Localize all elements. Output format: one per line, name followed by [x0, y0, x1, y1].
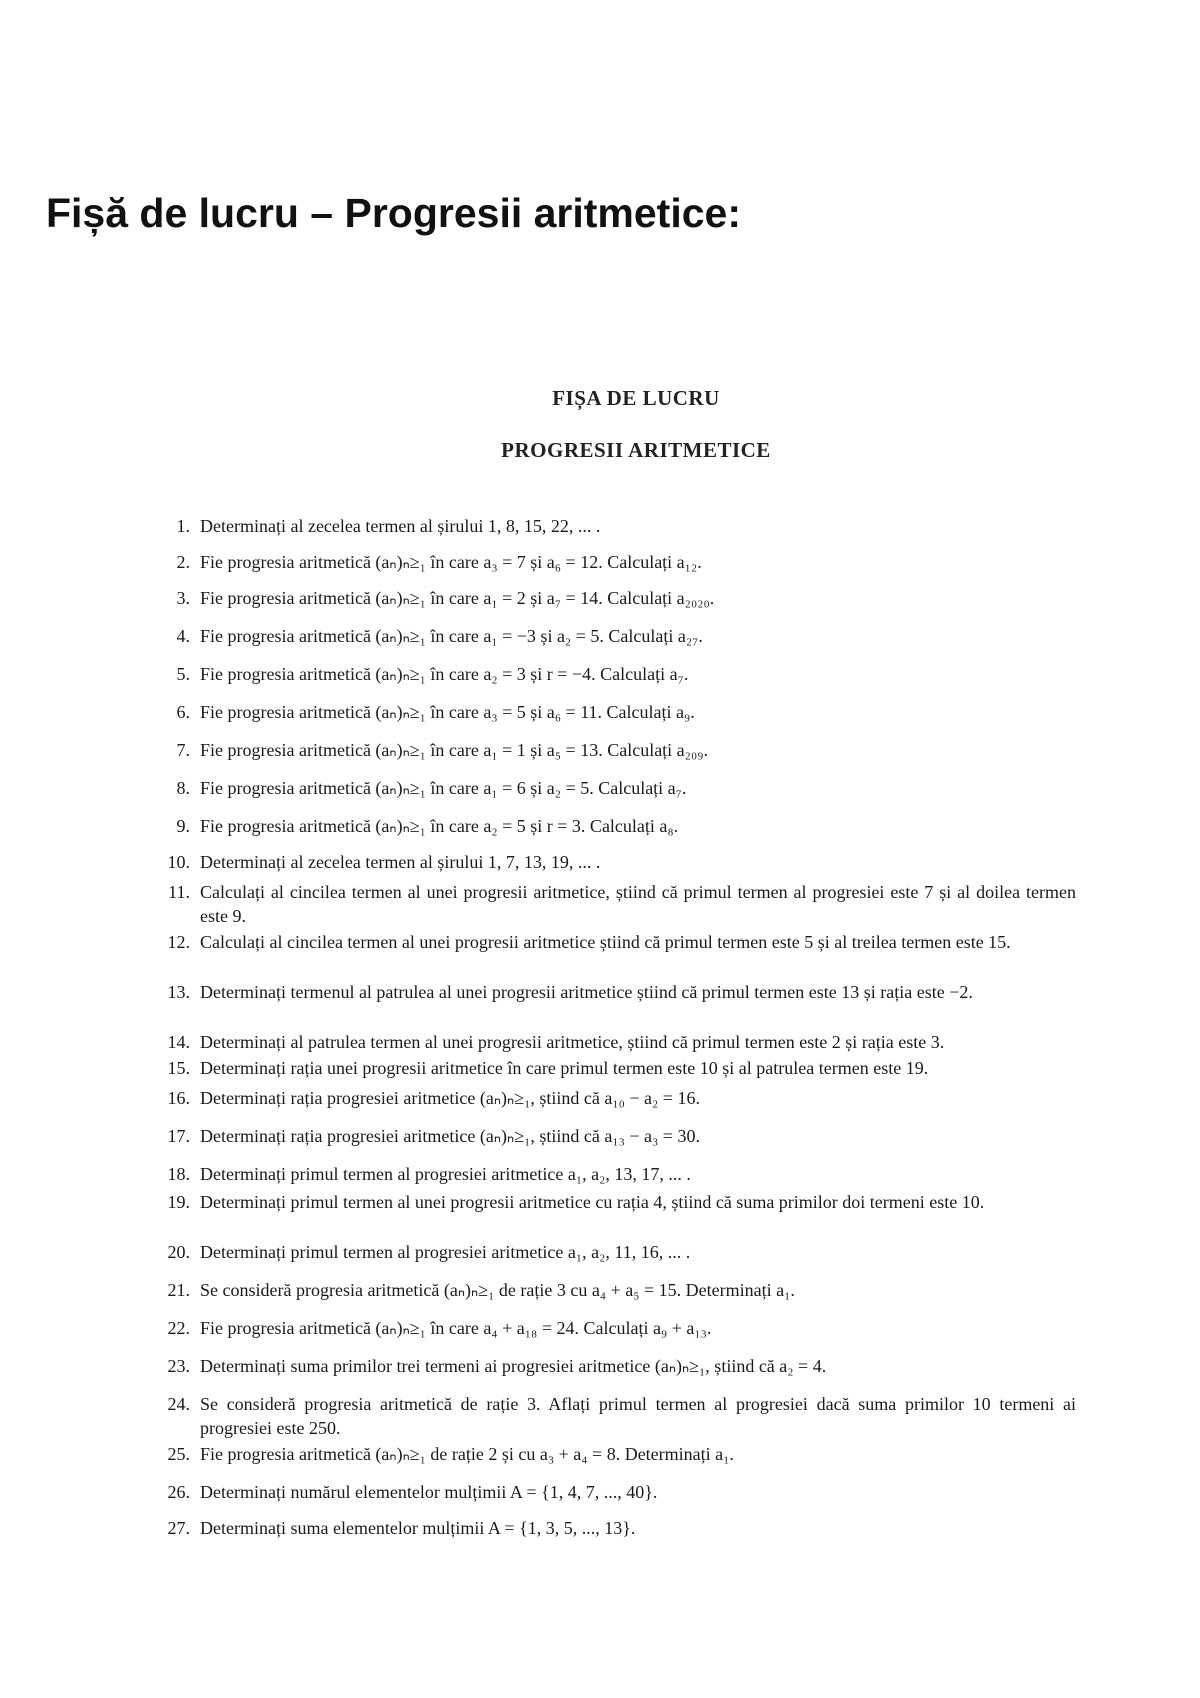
exercise-number: 11. — [168, 882, 190, 902]
exercise-number: 27. — [167, 1518, 190, 1538]
exercise-text: Fie progresia aritmetică (aₙ)ₙ≥₁ în care a₁ = 6 și a₂ = 5. Calculați a₇. — [200, 778, 687, 798]
exercise-text: Determinați suma primilor trei termeni ai progresiei aritmetice (aₙ)ₙ≥₁, știind că a₂ = 4. — [200, 1356, 827, 1376]
exercise-item — [156, 1030, 1076, 1054]
exercise-text: Determinați rația unei progresii aritmetice în care primul termen este 10 și al patrulea termen este 19. — [200, 1058, 929, 1078]
exercise-number: 19. — [167, 1192, 190, 1212]
exercise-text: Calculați al cincilea termen al unei progresii aritmetice, știind că primul termen al progresiei este 7 și al doilea termen este 9. — [200, 882, 1076, 926]
exercise-item — [156, 624, 1076, 648]
exercise-item — [156, 776, 1076, 800]
exercise-text: Fie progresia aritmetică (aₙ)ₙ≥₁ în care a₁ = 2 și a₇ = 14. Calculați a₂₀₂₀. — [200, 588, 715, 608]
exercise-item — [156, 700, 1076, 724]
exercise-text: Fie progresia aritmetică (aₙ)ₙ≥₁ în care a₃ = 5 și a₆ = 11. Calculați a₉. — [200, 702, 695, 722]
exercise-item — [156, 1442, 1076, 1466]
page-title: Fișă de lucru – Progresii aritmetice: — [46, 190, 741, 236]
exercise-number: 25. — [167, 1444, 190, 1464]
exercise-item — [156, 1162, 1076, 1186]
exercise-text: Determinați suma elementelor mulțimii A = {1, 3, 5, ..., 13}. — [200, 1518, 636, 1538]
exercise-text: Se consideră progresia aritmetică (aₙ)ₙ≥₁ de rație 3 cu a₄ + a₅ = 15. Determinați a₁. — [200, 1280, 795, 1300]
exercise-number: 26. — [167, 1482, 190, 1502]
exercise-item — [156, 850, 1076, 874]
exercise-item — [156, 1392, 1076, 1440]
exercise-number: 9. — [176, 816, 190, 836]
exercise-item — [156, 586, 1076, 610]
exercise-item — [156, 1480, 1076, 1504]
exercise-item — [156, 1056, 1076, 1080]
exercise-item — [156, 880, 1076, 928]
worksheet-title: FIȘA DE LUCRU — [552, 386, 720, 410]
exercise-number: 3. — [176, 588, 190, 608]
exercise-text: Determinați al zecelea termen al șirului 1, 7, 13, 19, ... . — [200, 852, 601, 872]
exercise-text: Determinați primul termen al progresiei aritmetice a₁, a₂, 13, 17, ... . — [200, 1164, 691, 1184]
exercise-item — [156, 1190, 1076, 1214]
exercise-text: Determinați al patrulea termen al unei progresii aritmetice, știind că primul termen este 2 și rația este 3. — [200, 1032, 945, 1052]
exercise-text: Fie progresia aritmetică (aₙ)ₙ≥₁ în care a₁ = −3 și a₂ = 5. Calculați a₂₇. — [200, 626, 703, 646]
exercise-text: Fie progresia aritmetică (aₙ)ₙ≥₁ în care a₃ = 7 și a₆ = 12. Calculați a₁₂. — [200, 552, 702, 572]
exercise-text: Fie progresia aritmetică (aₙ)ₙ≥₁ în care a₂ = 3 și r = −4. Calculați a₇. — [200, 664, 689, 684]
worksheet-subtitle: PROGRESII ARITMETICE — [501, 438, 771, 462]
exercise-number: 6. — [176, 702, 190, 722]
exercise-number: 12. — [167, 932, 190, 952]
exercise-item — [156, 930, 1076, 954]
exercise-number: 17. — [167, 1126, 190, 1146]
exercise-text: Fie progresia aritmetică (aₙ)ₙ≥₁ de rație 2 și cu a₃ + a₄ = 8. Determinați a₁. — [200, 1444, 734, 1464]
exercise-number: 5. — [176, 664, 190, 684]
exercise-number: 20. — [167, 1242, 190, 1262]
exercise-item — [156, 1316, 1076, 1340]
exercise-number: 13. — [167, 982, 190, 1002]
exercise-text: Determinați al zecelea termen al șirului 1, 8, 15, 22, ... . — [200, 516, 601, 536]
exercise-number: 8. — [176, 778, 190, 798]
exercise-text: Fie progresia aritmetică (aₙ)ₙ≥₁ în care a₁ = 1 și a₅ = 13. Calculați a₂₀₉. — [200, 740, 708, 760]
exercise-number: 2. — [176, 552, 190, 572]
exercise-item — [156, 814, 1076, 838]
exercise-number: 10. — [167, 852, 190, 872]
exercise-number: 24. — [167, 1394, 190, 1414]
exercise-number: 22. — [167, 1318, 190, 1338]
exercise-item — [156, 738, 1076, 762]
exercise-item — [156, 1516, 1076, 1540]
exercise-number: 23. — [167, 1356, 190, 1376]
exercise-text: Determinați rația progresiei aritmetice (aₙ)ₙ≥₁, știind că a₁₀ − a₂ = 16. — [200, 1088, 700, 1108]
exercise-item — [156, 550, 1076, 574]
exercise-text: Determinați rația progresiei aritmetice (aₙ)ₙ≥₁, știind că a₁₃ − a₃ = 30. — [200, 1126, 700, 1146]
exercise-item — [156, 1086, 1076, 1110]
exercise-item — [156, 1124, 1076, 1148]
exercise-text: Determinați termenul al patrulea al unei progresii aritmetice știind că primul termen este 13 și rația este −2. — [200, 982, 973, 1002]
exercise-text: Calculați al cincilea termen al unei progresii aritmetice știind că primul termen este 5 și al treilea termen este 15. — [200, 932, 1011, 952]
exercise-text: Fie progresia aritmetică (aₙ)ₙ≥₁ în care a₂ = 5 și r = 3. Calculați a₈. — [200, 816, 679, 836]
exercise-text: Determinați primul termen al unei progresii aritmetice cu rația 4, știind că suma primilor doi termeni este 10. — [200, 1192, 985, 1212]
exercise-item — [156, 662, 1076, 686]
exercise-text: Fie progresia aritmetică (aₙ)ₙ≥₁ în care a₄ + a₁₈ = 24. Calculați a₉ + a₁₃. — [200, 1318, 712, 1338]
exercise-text: Determinați numărul elementelor mulțimii A = {1, 4, 7, ..., 40}. — [200, 1482, 658, 1502]
exercise-item — [156, 980, 1076, 1004]
exercise-number: 14. — [167, 1032, 190, 1052]
exercise-item — [156, 1240, 1076, 1264]
exercise-number: 7. — [176, 740, 190, 760]
exercise-text: Determinați primul termen al progresiei aritmetice a₁, a₂, 11, 16, ... . — [200, 1242, 691, 1262]
exercise-number: 15. — [167, 1058, 190, 1078]
exercise-item — [156, 1278, 1076, 1302]
exercise-number: 18. — [167, 1164, 190, 1184]
exercise-number: 1. — [176, 516, 190, 536]
exercise-number: 21. — [167, 1280, 190, 1300]
exercise-number: 16. — [167, 1088, 190, 1108]
exercise-text: Se consideră progresia aritmetică de rație 3. Aflați primul termen al progresiei dacă suma primilor 10 termeni ai progresiei este 250. — [200, 1394, 1076, 1438]
exercise-item — [156, 1354, 1076, 1378]
exercise-number: 4. — [176, 626, 190, 646]
exercise-item — [156, 514, 1076, 538]
